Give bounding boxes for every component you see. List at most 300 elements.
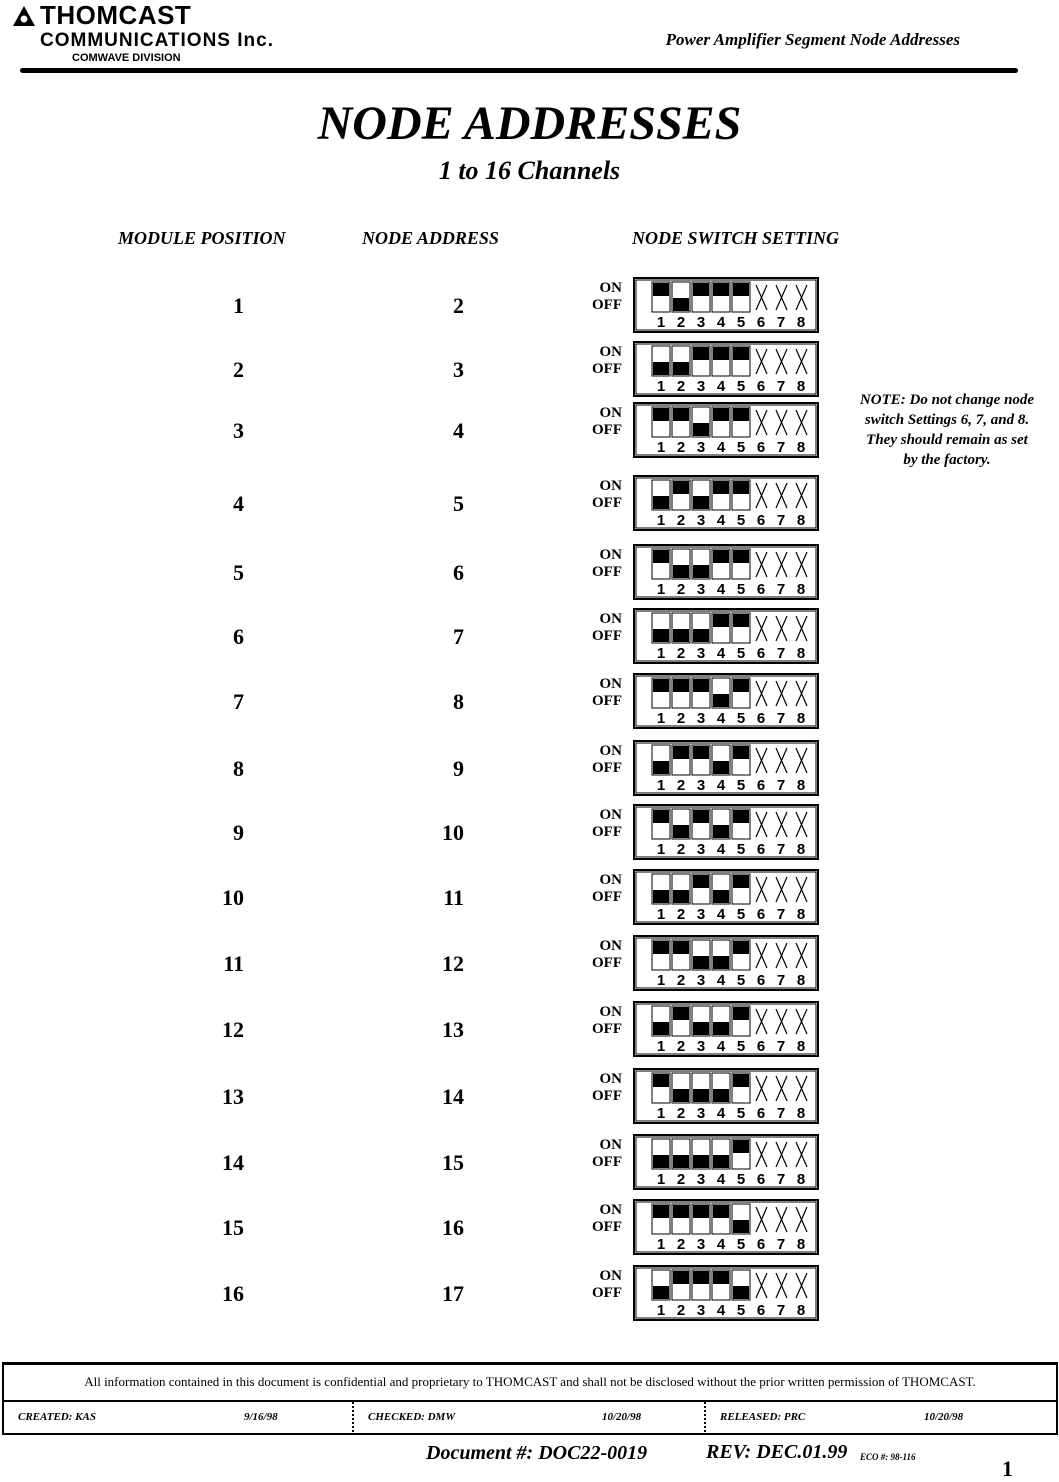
switch-number: 2 (676, 439, 686, 456)
switch-number: 1 (656, 1038, 666, 1055)
switch-number: 7 (776, 777, 786, 794)
switch-number: 3 (696, 777, 706, 794)
switch-number: 2 (676, 314, 686, 331)
switch-actuator (653, 629, 669, 642)
switch-number: 2 (676, 710, 686, 727)
logo-subtitle: COMMUNICATIONS Inc. (40, 30, 274, 51)
switch-number: 7 (776, 1171, 786, 1188)
switch-number: 8 (796, 1105, 806, 1122)
node-address: 17 (442, 1281, 464, 1306)
column-header-module-position: MODULE POSITION (118, 228, 286, 248)
switch-actuator (693, 629, 709, 642)
switch-number: 2 (676, 645, 686, 662)
switch-number: 7 (776, 1105, 786, 1122)
switch-actuator (653, 679, 669, 692)
switch-actuator (673, 481, 689, 494)
switch-number: 8 (796, 972, 806, 989)
switch-actuator (713, 408, 729, 421)
switch-actuator (733, 614, 749, 627)
switch-actuator (693, 1271, 709, 1284)
switch-number: 8 (796, 645, 806, 662)
switch-number: 2 (676, 378, 686, 395)
node-address: 15 (442, 1150, 464, 1175)
switch-number: 5 (736, 512, 746, 529)
on-label: ON (599, 743, 622, 759)
switch-number: 3 (696, 1038, 706, 1055)
on-label: ON (599, 344, 622, 360)
node-address: 6 (453, 560, 464, 585)
switch-number: 7 (776, 378, 786, 395)
switch-number: 2 (676, 512, 686, 529)
switch-number: 6 (756, 972, 766, 989)
module-position: 13 (222, 1084, 244, 1109)
switch-number: 6 (756, 439, 766, 456)
switch-number: 4 (716, 1105, 726, 1122)
switch-actuator (713, 890, 729, 903)
on-label: ON (599, 280, 622, 296)
switch-number: 3 (696, 972, 706, 989)
switch-actuator (673, 629, 689, 642)
module-position: 8 (233, 756, 244, 781)
switch-number: 6 (756, 1105, 766, 1122)
switch-actuator (713, 825, 729, 838)
switch-number: 2 (676, 1171, 686, 1188)
off-label: OFF (592, 693, 622, 709)
switch-number: 5 (736, 314, 746, 331)
switch-actuator (693, 283, 709, 296)
switch-actuator (713, 1022, 729, 1035)
switch-number: 1 (656, 1171, 666, 1188)
confidentiality-notice: All information contained in this document is confidential and proprietary to THOMCAST and shall not be disclosed without the prior written permission of THOMCAST. (84, 1374, 976, 1389)
switch-actuator (673, 298, 689, 311)
switch-actuator (673, 1155, 689, 1168)
switch-actuator (693, 875, 709, 888)
switch-actuator (713, 1155, 729, 1168)
switch-actuator (673, 408, 689, 421)
dip-switch (633, 608, 819, 664)
switch-actuator (653, 1155, 669, 1168)
footer-separator (352, 1402, 354, 1432)
switch-number: 7 (776, 581, 786, 598)
switch-number: 3 (696, 581, 706, 598)
switch-number: 7 (776, 439, 786, 456)
switch-actuator (673, 1089, 689, 1102)
dip-switch (633, 1068, 819, 1124)
module-position: 4 (233, 491, 244, 516)
module-position: 11 (223, 951, 244, 976)
switch-actuator (653, 761, 669, 774)
switch-number: 6 (756, 906, 766, 923)
switch-number: 6 (756, 710, 766, 727)
switch-number: 4 (716, 841, 726, 858)
switch-number: 6 (756, 512, 766, 529)
released-date: 10/20/98 (924, 1411, 964, 1423)
switch-actuator (733, 1286, 749, 1299)
switch-number: 7 (776, 645, 786, 662)
switch-actuator (673, 679, 689, 692)
switch-number: 2 (676, 841, 686, 858)
dip-switch (633, 673, 819, 729)
switch-number: 5 (736, 777, 746, 794)
on-label: ON (599, 676, 622, 692)
switch-actuator (693, 1155, 709, 1168)
footer-divider (2, 1400, 1058, 1402)
switch-actuator (673, 746, 689, 759)
switch-number: 1 (656, 841, 666, 858)
logo-mark-icon (12, 5, 36, 27)
switch-number: 7 (776, 710, 786, 727)
node-address: 4 (453, 418, 464, 443)
switch-number: 4 (716, 512, 726, 529)
switch-actuator (653, 496, 669, 509)
switch-number: 3 (696, 314, 706, 331)
footer-box (2, 1362, 1058, 1435)
revision: REV: DEC.01.99 (706, 1441, 848, 1463)
module-position: 15 (222, 1215, 244, 1240)
dip-switch (633, 402, 819, 458)
switch-actuator (693, 1089, 709, 1102)
off-label: OFF (592, 824, 622, 840)
factory-settings-note: NOTE: Do not change node switch Settings 6, 7, and 8. They should remain as set by the factory. (859, 392, 1035, 468)
on-label: ON (599, 611, 622, 627)
switch-actuator (693, 810, 709, 823)
footer-separator (704, 1402, 706, 1432)
dip-switch (633, 277, 819, 333)
switch-number: 7 (776, 906, 786, 923)
dip-switch (633, 475, 819, 531)
switch-actuator (653, 1205, 669, 1218)
off-label: OFF (592, 422, 622, 438)
switch-actuator (653, 890, 669, 903)
switch-number: 5 (736, 378, 746, 395)
switch-number: 3 (696, 645, 706, 662)
switch-number: 6 (756, 777, 766, 794)
switch-number: 4 (716, 710, 726, 727)
switch-number: 3 (696, 378, 706, 395)
node-address: 10 (442, 820, 464, 845)
switch-number: 5 (736, 1171, 746, 1188)
switch-number: 3 (696, 1236, 706, 1253)
switch-actuator (713, 956, 729, 969)
switch-number: 5 (736, 972, 746, 989)
on-label: ON (599, 872, 622, 888)
switch-number: 1 (656, 777, 666, 794)
switch-actuator (673, 362, 689, 375)
switch-number: 2 (676, 906, 686, 923)
switch-number: 7 (776, 314, 786, 331)
switch-actuator (733, 347, 749, 360)
switch-actuator (673, 890, 689, 903)
node-address: 12 (442, 951, 464, 976)
switch-number: 8 (796, 1038, 806, 1055)
switch-number: 6 (756, 1236, 766, 1253)
column-header-switch-setting: NODE SWITCH SETTING (632, 228, 840, 248)
created-by: CREATED: KAS (18, 1411, 96, 1423)
on-label: ON (599, 1137, 622, 1153)
switch-actuator (733, 1140, 749, 1153)
switch-number: 2 (676, 1302, 686, 1319)
switch-actuator (713, 283, 729, 296)
switch-number: 1 (656, 1105, 666, 1122)
switch-number: 8 (796, 1171, 806, 1188)
switch-number: 4 (716, 1171, 726, 1188)
switch-number: 4 (716, 1302, 726, 1319)
switch-number: 1 (656, 972, 666, 989)
node-address: 7 (453, 624, 464, 649)
switch-number: 4 (716, 581, 726, 598)
switch-actuator (713, 761, 729, 774)
dip-switch (633, 1265, 819, 1321)
switch-number: 5 (736, 1302, 746, 1319)
switch-number: 1 (656, 581, 666, 598)
node-address: 14 (442, 1084, 464, 1109)
switch-number: 4 (716, 777, 726, 794)
switch-number: 2 (676, 581, 686, 598)
switch-number: 2 (676, 972, 686, 989)
module-position: 16 (222, 1281, 244, 1306)
module-position: 1 (233, 293, 244, 318)
off-label: OFF (592, 361, 622, 377)
header-divider (20, 68, 1018, 73)
off-label: OFF (592, 760, 622, 776)
switch-number: 8 (796, 777, 806, 794)
switch-number: 8 (796, 1236, 806, 1253)
switch-actuator (713, 614, 729, 627)
switch-number: 1 (656, 512, 666, 529)
logo-name: THOMCAST (40, 0, 192, 30)
module-position: 14 (222, 1150, 244, 1175)
module-position: 7 (233, 689, 244, 714)
switch-number: 3 (696, 512, 706, 529)
switch-number: 3 (696, 1302, 706, 1319)
switch-actuator (713, 1271, 729, 1284)
switch-number: 3 (696, 841, 706, 858)
page-subtitle: 1 to 16 Channels (438, 156, 621, 185)
switch-actuator (733, 1074, 749, 1087)
document-number: Document #: DOC22-0019 (426, 1442, 648, 1464)
switch-number: 4 (716, 378, 726, 395)
switch-number: 5 (736, 1236, 746, 1253)
switch-number: 1 (656, 378, 666, 395)
switch-actuator (733, 481, 749, 494)
switch-number: 2 (676, 1105, 686, 1122)
dip-switch (633, 869, 819, 925)
switch-number: 5 (736, 710, 746, 727)
switch-number: 1 (656, 1236, 666, 1253)
switch-actuator (713, 1205, 729, 1218)
node-address: 3 (453, 357, 464, 382)
switch-number: 8 (796, 841, 806, 858)
switch-number: 4 (716, 1038, 726, 1055)
switch-number: 6 (756, 841, 766, 858)
switch-number: 1 (656, 1302, 666, 1319)
switch-actuator (673, 941, 689, 954)
module-position: 12 (222, 1017, 244, 1042)
switch-number: 8 (796, 512, 806, 529)
switch-number: 5 (736, 1038, 746, 1055)
switch-actuator (653, 1074, 669, 1087)
page-number: 1 (1002, 1456, 1013, 1481)
off-label: OFF (592, 1021, 622, 1037)
column-header-node-address: NODE ADDRESS (362, 228, 499, 248)
dip-switch (633, 740, 819, 796)
switch-number: 8 (796, 906, 806, 923)
module-position: 2 (233, 357, 244, 382)
switch-actuator (653, 1022, 669, 1035)
on-label: ON (599, 478, 622, 494)
switch-actuator (653, 1286, 669, 1299)
off-label: OFF (592, 628, 622, 644)
switch-number: 6 (756, 1171, 766, 1188)
switch-actuator (693, 565, 709, 578)
node-address: 13 (442, 1017, 464, 1042)
switch-number: 7 (776, 972, 786, 989)
switch-number: 4 (716, 439, 726, 456)
node-address: 9 (453, 756, 464, 781)
module-position: 5 (233, 560, 244, 585)
switch-number: 4 (716, 314, 726, 331)
switch-number: 1 (656, 645, 666, 662)
switch-number: 3 (696, 1105, 706, 1122)
switch-actuator (653, 283, 669, 296)
switch-actuator (653, 362, 669, 375)
on-label: ON (599, 405, 622, 421)
switch-actuator (733, 746, 749, 759)
switch-number: 8 (796, 314, 806, 331)
dip-switch (633, 1001, 819, 1057)
switch-actuator (733, 679, 749, 692)
switch-actuator (673, 825, 689, 838)
switch-number: 7 (776, 1038, 786, 1055)
off-label: OFF (592, 297, 622, 313)
switch-actuator (713, 550, 729, 563)
switch-number: 4 (716, 906, 726, 923)
dip-switch (633, 804, 819, 860)
switch-number: 7 (776, 1236, 786, 1253)
dip-switch (633, 341, 819, 397)
off-label: OFF (592, 1088, 622, 1104)
division-label: COMWAVE DIVISION (72, 52, 181, 64)
switch-number: 7 (776, 512, 786, 529)
page-title: NODE ADDRESSES (317, 97, 742, 150)
company-logo (12, 0, 191, 31)
switch-number: 2 (676, 1236, 686, 1253)
on-label: ON (599, 938, 622, 954)
node-address: 2 (453, 293, 464, 318)
off-label: OFF (592, 1154, 622, 1170)
switch-actuator (653, 810, 669, 823)
module-position: 10 (222, 885, 244, 910)
switch-actuator (693, 1205, 709, 1218)
on-label: ON (599, 1071, 622, 1087)
module-position: 3 (233, 418, 244, 443)
module-position: 9 (233, 820, 244, 845)
on-label: ON (599, 1004, 622, 1020)
switch-number: 5 (736, 1105, 746, 1122)
node-address: 5 (453, 491, 464, 516)
released-by: RELEASED: PRC (720, 1411, 806, 1423)
switch-actuator (673, 1205, 689, 1218)
switch-actuator (733, 283, 749, 296)
document-header-title: Power Amplifier Segment Node Addresses (665, 30, 960, 49)
switch-actuator (733, 550, 749, 563)
switch-number: 8 (796, 581, 806, 598)
switch-actuator (713, 347, 729, 360)
module-position: 6 (233, 624, 244, 649)
dip-switch (633, 1134, 819, 1190)
switch-number: 1 (656, 439, 666, 456)
switch-actuator (693, 347, 709, 360)
node-address: 16 (442, 1215, 464, 1240)
switch-actuator (713, 1089, 729, 1102)
switch-actuator (733, 1220, 749, 1233)
dip-switch (633, 1199, 819, 1255)
switch-number: 5 (736, 645, 746, 662)
switch-number: 5 (736, 439, 746, 456)
switch-number: 7 (776, 841, 786, 858)
dip-switch (633, 544, 819, 600)
on-label: ON (599, 807, 622, 823)
switch-actuator (733, 875, 749, 888)
switch-number: 1 (656, 906, 666, 923)
switch-number: 6 (756, 1302, 766, 1319)
off-label: OFF (592, 955, 622, 971)
switch-number: 5 (736, 841, 746, 858)
off-label: OFF (592, 495, 622, 511)
switch-actuator (733, 810, 749, 823)
switch-number: 6 (756, 314, 766, 331)
switch-actuator (733, 941, 749, 954)
dip-switch (633, 935, 819, 991)
switch-actuator (653, 408, 669, 421)
switch-actuator (673, 1007, 689, 1020)
switch-number: 1 (656, 710, 666, 727)
switch-number: 8 (796, 710, 806, 727)
switch-number: 4 (716, 645, 726, 662)
eco-number: ECO #: 98-116 (860, 1452, 916, 1462)
switch-number: 6 (756, 645, 766, 662)
node-address: 8 (453, 689, 464, 714)
switch-actuator (733, 408, 749, 421)
switch-actuator (693, 1022, 709, 1035)
switch-number: 6 (756, 378, 766, 395)
switch-actuator (693, 956, 709, 969)
off-label: OFF (592, 564, 622, 580)
checked-by: CHECKED: DMW (368, 1411, 456, 1423)
switch-number: 8 (796, 439, 806, 456)
switch-number: 1 (656, 314, 666, 331)
switch-actuator (733, 1007, 749, 1020)
switch-number: 3 (696, 1171, 706, 1188)
switch-number: 7 (776, 1302, 786, 1319)
switch-actuator (693, 746, 709, 759)
switch-number: 5 (736, 906, 746, 923)
switch-actuator (673, 565, 689, 578)
switch-number: 3 (696, 906, 706, 923)
created-date: 9/16/98 (244, 1411, 278, 1423)
off-label: OFF (592, 889, 622, 905)
checked-date: 10/20/98 (602, 1411, 642, 1423)
switch-actuator (693, 496, 709, 509)
on-label: ON (599, 1268, 622, 1284)
switch-actuator (713, 481, 729, 494)
switch-actuator (673, 1271, 689, 1284)
node-address: 11 (443, 885, 464, 910)
switch-number: 5 (736, 581, 746, 598)
switch-number: 2 (676, 1038, 686, 1055)
off-label: OFF (592, 1285, 622, 1301)
switch-number: 2 (676, 777, 686, 794)
